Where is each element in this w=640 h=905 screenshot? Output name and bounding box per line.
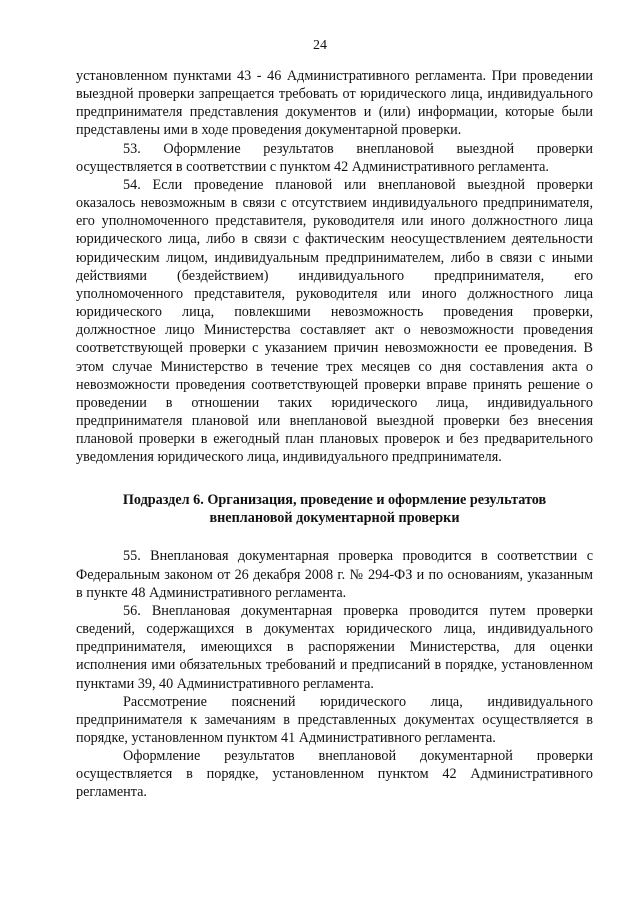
section-heading-line-1: Подраздел 6. Организация, проведение и оформление результатов [122,492,547,509]
paragraph-results-formalization: Оформление результатов внеплановой документарной проверки осуществляется в порядке, установленном пунктом 42 Административного регламента. [76,748,593,801]
section-heading [76,491,593,527]
document-body [76,67,593,802]
paragraph-56: 56. Внеплановая документарная проверка проводится путем проверки сведений, содержащихся в документах юридического лица, индивидуального предпринимателя, имеющихся в распоряжении Министерства, для оценки исполнения ими обязательных требований и предписаний в порядке, установленном пунктами 39, 40 Административного регламента. [76,602,593,692]
page-number: 24 [313,38,327,53]
paragraph-explanations-review: Рассмотрение пояснений юридического лица, индивидуального предпринимателя к замечаниям в представленных документах осуществляется в порядке, установленном пунктом 41 Административного регламента. [76,693,593,746]
paragraph-55: 55. Внеплановая документарная проверка проводится в соответствии с Федеральным законом от 26 декабря 2008 г. № 294-ФЗ и по основаниям, указанным в пункте 48 Административного регламента. [76,548,593,601]
section-heading-line-2: внеплановой документарной проверки [209,510,460,527]
paragraph-53: 53. Оформление результатов внеплановой выездной проверки осуществляется в соответствии с пунктом 42 Административного регламента. [76,140,593,175]
paragraph-continuation: установленном пунктами 43 - 46 Административного регламента. При проведении выездной проверки запрещается требовать от юридического лица, индивидуального предпринимателя представления документов и (или) информации, которые были представлены ими в ходе проведения документарной проверки. [76,68,593,139]
paragraph-54: 54. Если проведение плановой или внеплановой выездной проверки оказалось невозможным в связи с отсутствием индивидуального предпринимателя, его уполномоченного представителя, руководителя или иного должностного лица юридического лица, либо в связи с фактическим неосуществлением деятельности юридическим лицом, индивидуальным предпринимателем, либо в связи с иными действиями (бездействием) индивидуального предпринимателя, его уполномоченного представителя, руководителя или иного должностного лица юридического лица, повлекшими невозможность проведения проверки, должностное лицо Министерства составляет акт о невозможности проведения соответствующей проверки с указанием причин невозможности ее проведения. В этом случае Министерство в течение трех месяцев со дня составления акта о невозможности проведения соответствующей проверки вправе принять решение о проведении в отношении таких юридического лица, индивидуального предпринимателя плановой или внеплановой выездной проверки без внесения плановой проверки в ежегодный план плановых проверок и без предварительного уведомления юридического лица, индивидуального предпринимателя. [76,176,593,466]
